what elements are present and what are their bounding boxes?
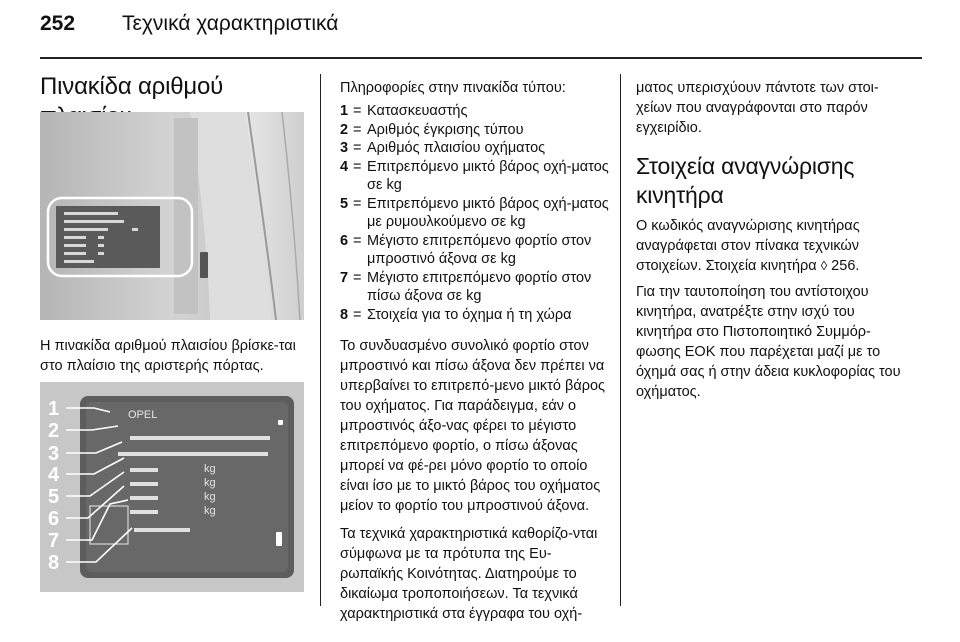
legend-intro: Πληροφορίες στην πινακίδα τύπου: [340, 80, 566, 96]
plate-unit-kg: kg [204, 477, 216, 489]
legend-item: 2 = Αριθμός έγκρισης τύπου [340, 121, 610, 140]
legend-item: 7 = Μέγιστο επιτρεπόμενο φορτίο στον πίσω άξονα σε kg [340, 269, 610, 306]
body-paragraph: Ο κωδικός αναγνώρισης κινητήρας αναγράφεται στον πίνακα τεχνικών στοιχείων. Στοιχεία κινητήρα ◊ 256. [636, 218, 860, 274]
right-column [636, 78, 902, 402]
legend-text: Αριθμός πλαισίου οχήματος [367, 140, 546, 156]
legend-item: 6 = Μέγιστο επιτρεπόμενο φορτίο στον μπροστινό άξονα σε kg [340, 232, 610, 269]
legend-number: 2 [340, 121, 349, 138]
legend-text: Κατασκευαστής [367, 103, 468, 119]
callout-7: 7 [48, 530, 60, 552]
legend-item: 3 = Αριθμός πλαισίου οχήματος [340, 139, 610, 158]
section-heading: Στοιχεία αναγνώρισης κινητήρα [636, 153, 855, 208]
middle-column [340, 78, 610, 624]
legend-text: Αριθμός έγκρισης τύπου [367, 121, 524, 138]
legend-number: 1 [340, 103, 349, 119]
photo-caption: Η πινακίδα αριθμού πλαισίου βρίσκε-ται στο πλαίσιο της αριστερής πόρτας. [40, 338, 296, 374]
cross-reference-arrow-icon[interactable]: ◊ [820, 258, 828, 273]
callout-3: 3 [48, 443, 60, 465]
body-paragraph: Για την ταυτοποίηση του αντίστοιχου κινητήρα, ανατρέξτε στην ισχύ του κινητήρα στο Πιστοποιητικό Συμμόρ-φωσης ΕΟΚ που παρέχεται μαζί με το όχημά σας ή στην άδεια κυκλοφορίας του οχήματος. [636, 284, 901, 400]
legend-item: 5 = Επιτρεπόμενο μικτό βάρος οχή-ματος με ρυμουλκούμενο σε kg [340, 195, 609, 230]
legend-number: 3 [340, 140, 349, 156]
section-heading: Πινακίδα αριθμού [40, 73, 224, 100]
callout-2: 2 [48, 420, 60, 442]
callout-6: 6 [48, 508, 60, 530]
body-paragraph: Τα τεχνικά χαρακτηριστικά καθορίζο-νται σύμφωνα με τα πρότυπα της Ευ-ρωπαϊκής Κοινότητας. Διατηρούμε το δικαίωμα τροποποιήσεων. Τα τεχνικά χαρακτηριστικά στα έγγραφα του οχή- [340, 526, 598, 622]
legend-text: Στοιχεία για το όχημα ή τη χώρα [367, 306, 572, 323]
door-pillar-photo [40, 112, 304, 320]
legend-item: 1 = Κατασκευαστής [340, 102, 610, 121]
page-number: 252 [40, 12, 76, 35]
plate-brand: OPEL [128, 409, 158, 421]
legend-number: 8 [340, 306, 349, 323]
column-divider [320, 74, 321, 606]
column-divider [620, 74, 621, 606]
plate-unit-kg: kg [204, 505, 216, 517]
cross-reference-page: 256. [827, 258, 860, 274]
page-header [40, 8, 922, 48]
legend-list [340, 102, 610, 324]
legend-text: Μέγιστο επιτρεπόμενο φορτίο στον μπροστινό άξονα σε kg [367, 232, 592, 267]
legend-text: Επιτρεπόμενο μικτό βάρος οχή-ματος με ρυμουλκούμενο σε kg [367, 195, 609, 230]
legend-text: Επιτρεπόμενο μικτό βάρος οχή-ματος σε kg [367, 158, 609, 193]
legend-item: 8 = Στοιχεία για το όχημα ή τη χώρα [340, 306, 610, 325]
vin-plate-diagram [40, 382, 304, 592]
legend-text: Μέγιστο επιτρεπόμενο φορτίο στον πίσω άξονα σε kg [367, 269, 592, 304]
body-paragraph: Το συνδυασμένο συνολικό φορτίο στον μπροστινό και πίσω άξονα δεν πρέπει να υπερβαίνει το επιτρεπό-μενο μικτό βάρος του οχήματος. Για παράδειγμα, εάν ο μπροστινός άξο-νας φέρει το μέγιστο επιτρεπόμενο φορτίο, ο πίσω άξονας μπορεί να φέ-ρει μόνο φορτίο το οποίο είναι ίσο με το μικτό βάρος του οχήματος μείον το φορτίο του μπροστινού άξονα. [340, 338, 606, 514]
body-paragraph: ματος υπερισχύουν πάντοτε των στοι-χείων που αναγράφονται στο παρόν εγχειρίδιο. [636, 80, 879, 136]
door-pillar-illustration [40, 112, 304, 320]
plate-unit-kg: kg [204, 463, 216, 475]
callout-1: 1 [48, 398, 60, 420]
plate-unit-kg: kg [204, 491, 216, 503]
callout-4: 4 [48, 464, 60, 486]
callout-5: 5 [48, 486, 60, 508]
callout-8: 8 [48, 552, 60, 574]
header-rule [40, 57, 922, 59]
legend-number: 4 [340, 158, 349, 175]
legend-item: 4 = Επιτρεπόμενο μικτό βάρος οχή-ματος σε kg [340, 158, 609, 193]
legend-number: 6 [340, 232, 349, 249]
legend-number: 5 [340, 195, 349, 212]
legend-number: 7 [340, 269, 349, 286]
running-title: Τεχνικά χαρακτηριστικά [122, 12, 339, 35]
vin-plate-illustration [40, 382, 304, 592]
